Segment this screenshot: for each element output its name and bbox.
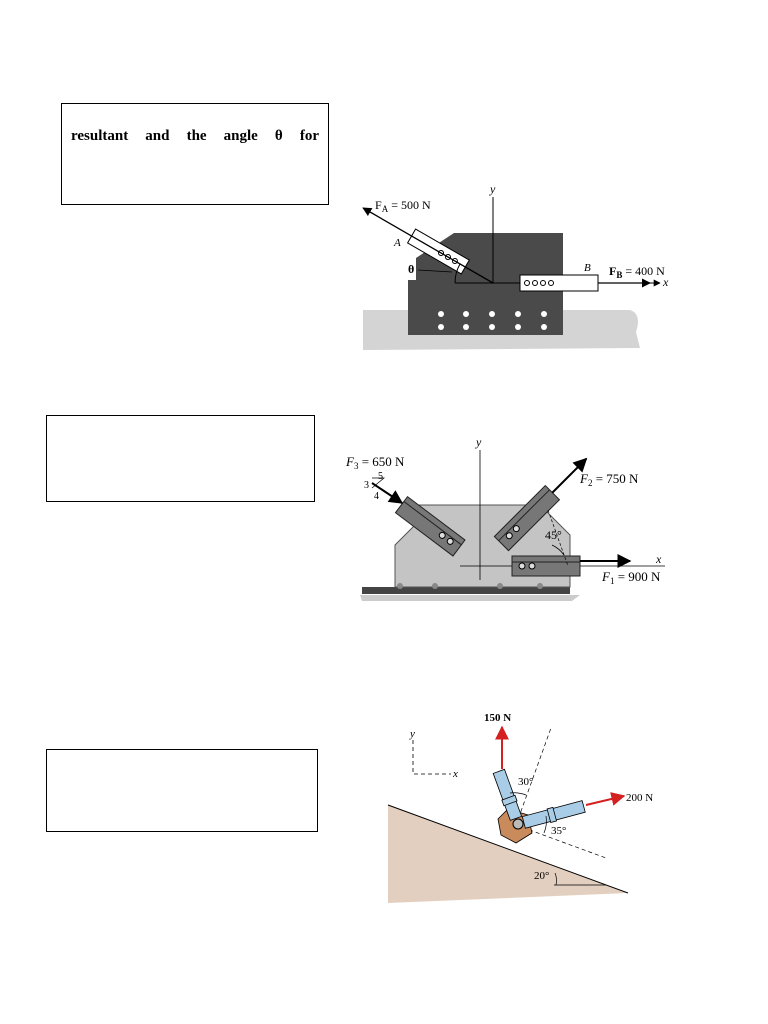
slope-5: 5	[378, 471, 383, 482]
x-axis-label: x	[663, 275, 669, 289]
f3-label: $F_3 = 650$ N	[346, 454, 405, 471]
y-axis-label: y	[490, 182, 496, 196]
angle-45-label: 45°	[545, 528, 562, 542]
problem-3-text-box	[46, 749, 318, 832]
x-axis-label: x	[453, 768, 458, 780]
angle-30-label: 30°	[518, 776, 534, 788]
point-b-label: B	[584, 262, 591, 274]
force-a-label: $F_A = 500$ N	[375, 198, 431, 214]
problem-2-text-box	[46, 415, 315, 502]
pin	[513, 819, 523, 829]
angle-20-label: 20°	[534, 870, 550, 882]
f2-label: $F_2 = 750$ N	[580, 471, 639, 488]
arrow-200	[586, 796, 624, 805]
theta-label: θ	[408, 262, 415, 276]
problem-1-text: resultant and the angle θ for	[71, 128, 319, 144]
slope-3: 3	[364, 480, 369, 491]
y-axis-label: y	[476, 435, 482, 449]
x-axis-label: x	[656, 552, 662, 566]
force-b-label: $F_B = 400$ N	[609, 264, 665, 280]
f1-label: $F_1 = 900$ N	[602, 569, 661, 586]
problem-1-text-box	[61, 103, 329, 205]
figure-1-block-forces	[360, 180, 680, 355]
force-200-label: 200 N	[626, 792, 654, 804]
xy-axes	[413, 740, 451, 774]
figure-2-bracket-forces	[340, 435, 680, 605]
figure-3-incline-bracket	[376, 703, 666, 903]
y-axis-label: y	[410, 728, 415, 740]
base-shadow	[360, 595, 580, 601]
force-150-label: 150 N	[484, 712, 512, 724]
angle-35-label: 35°	[551, 825, 567, 837]
point-a-label: A	[394, 237, 401, 249]
slope-4: 4	[374, 491, 379, 502]
